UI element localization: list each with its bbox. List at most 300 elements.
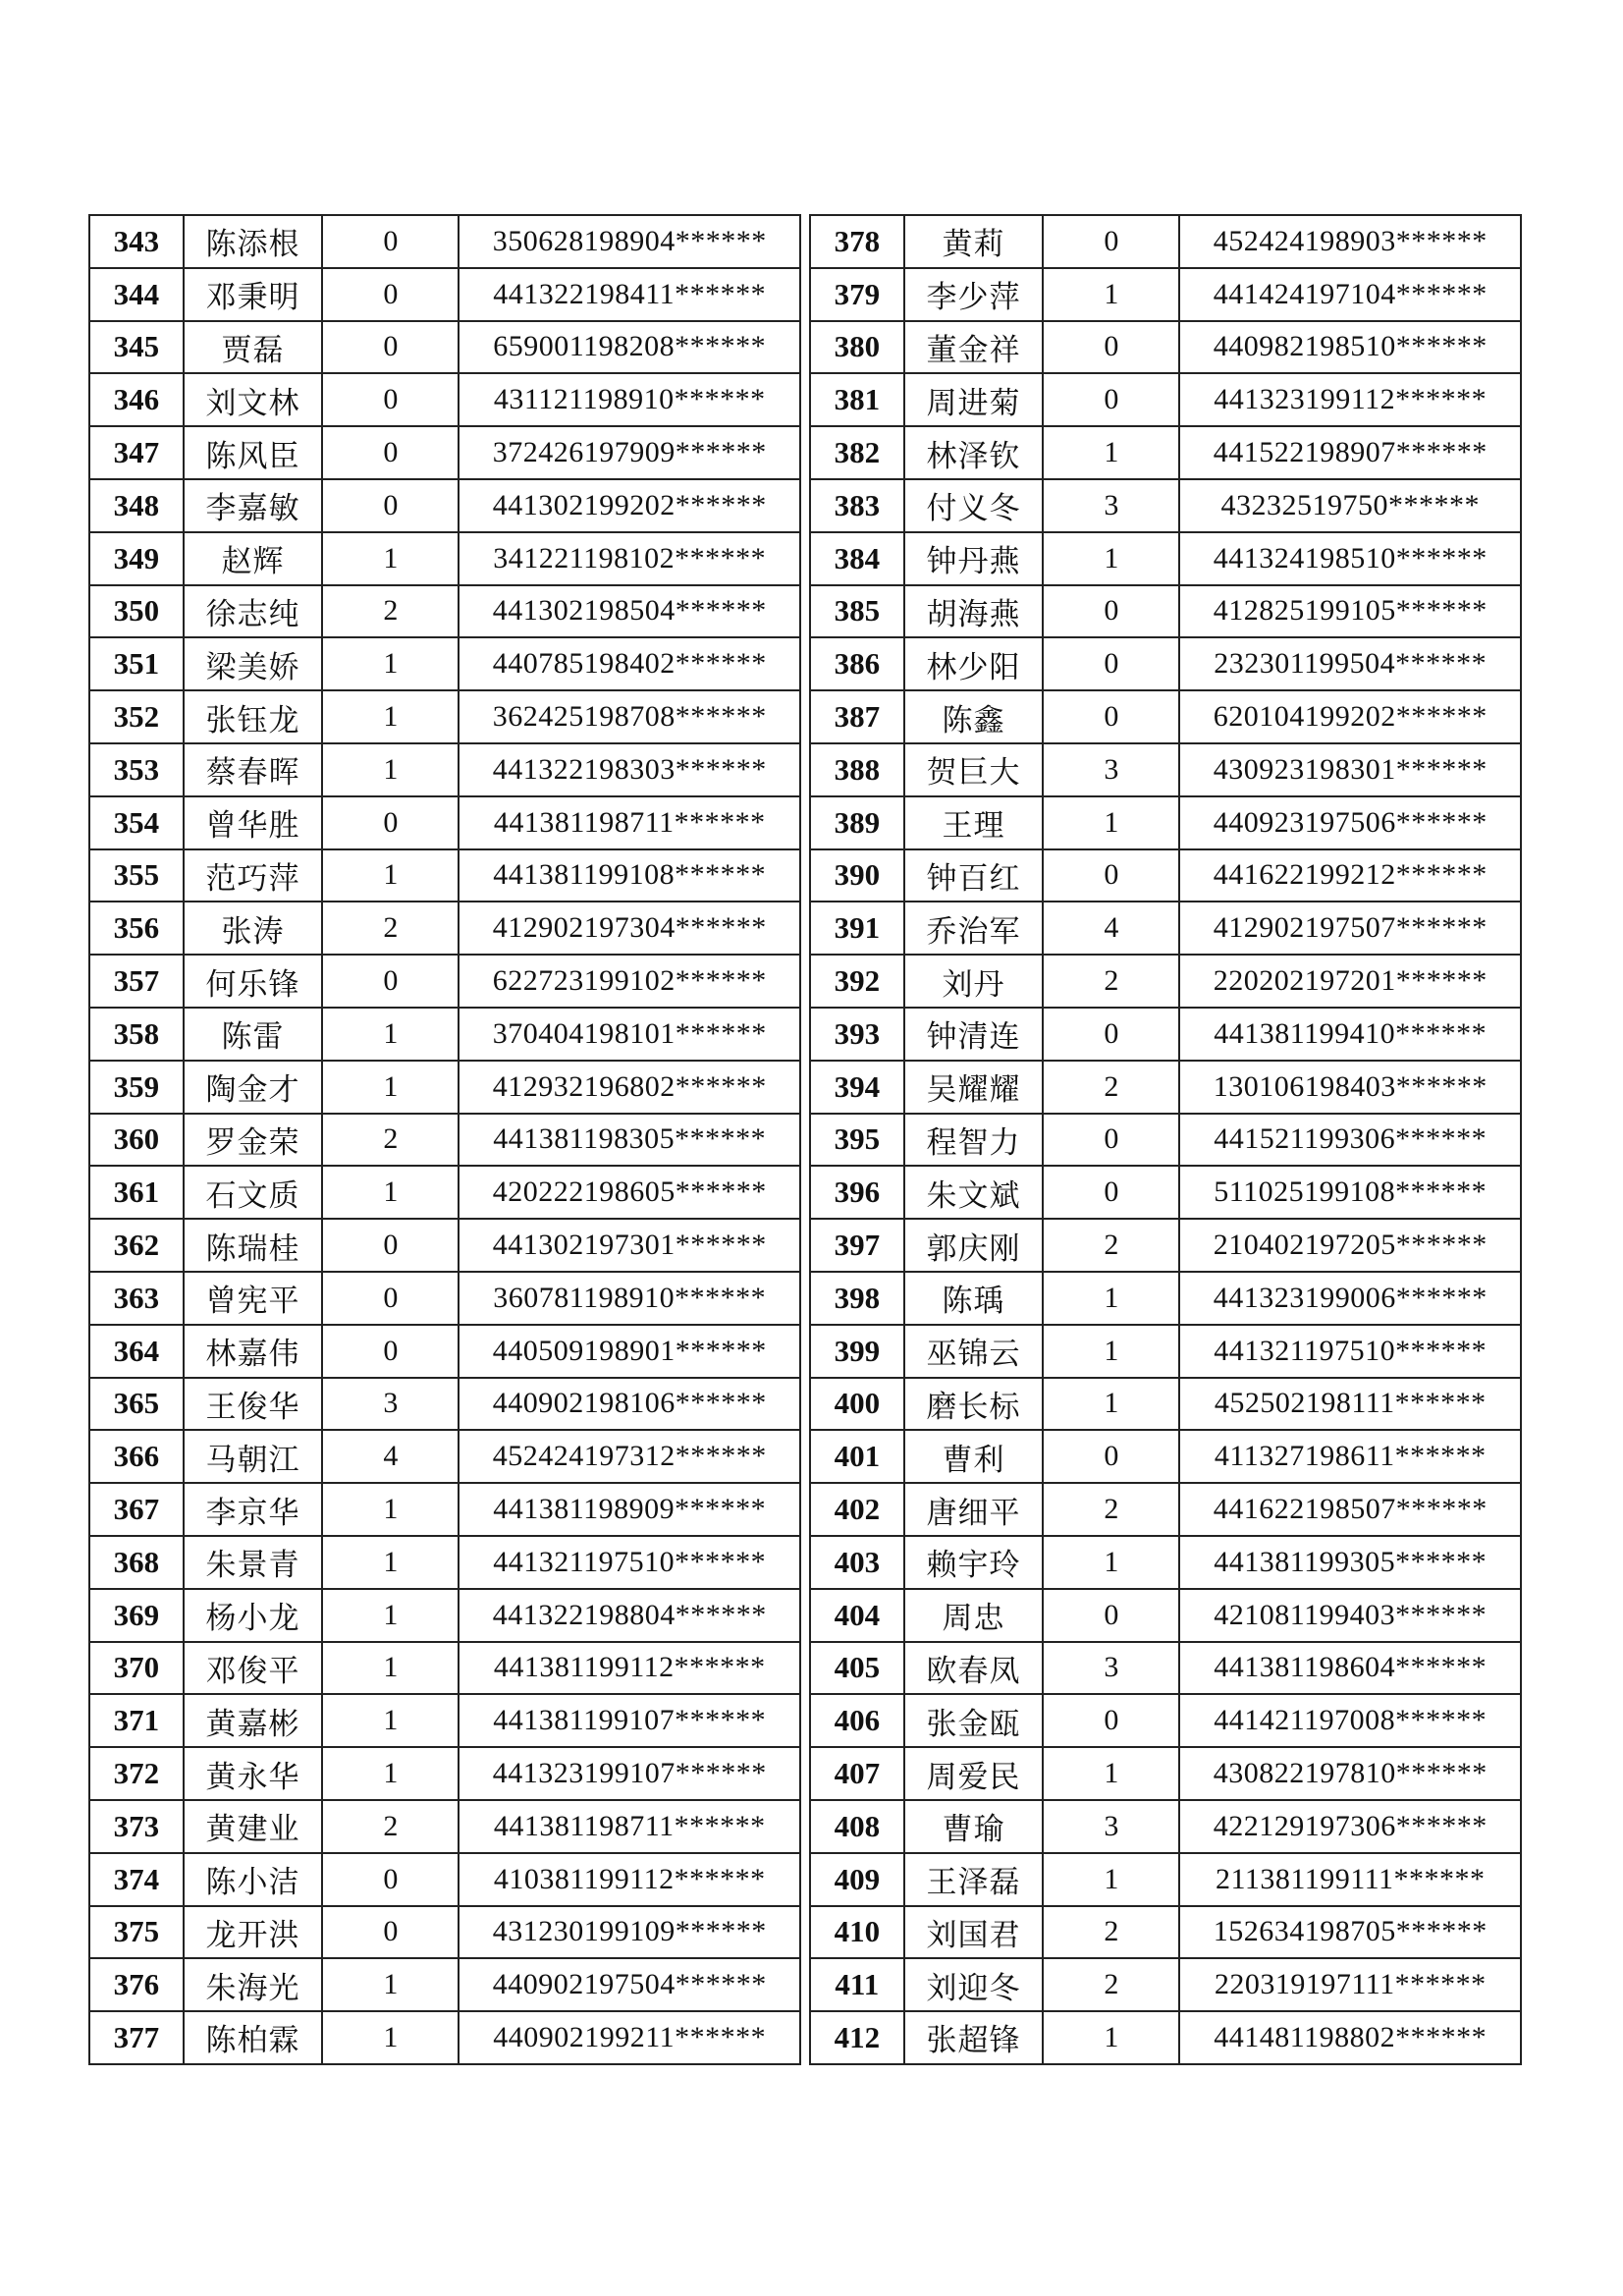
table-row bbox=[89, 955, 800, 1008]
id-number: 441302197301****** bbox=[459, 1219, 800, 1272]
id-number: 441381198711****** bbox=[459, 796, 800, 849]
id-number: 430822197810****** bbox=[1179, 1747, 1521, 1800]
table-row bbox=[89, 690, 800, 743]
row-number: 400 bbox=[810, 1378, 904, 1431]
row-number: 375 bbox=[89, 1906, 184, 1959]
id-number: 412825199105****** bbox=[1179, 585, 1521, 638]
id-number: 452424198903****** bbox=[1179, 215, 1521, 268]
id-number: 220202197201****** bbox=[1179, 955, 1521, 1008]
row-number: 345 bbox=[89, 321, 184, 374]
id-number: 441321197510****** bbox=[1179, 1325, 1521, 1378]
count-value: 0 bbox=[1043, 321, 1179, 374]
count-value: 2 bbox=[322, 902, 459, 955]
id-number: 441323199006****** bbox=[1179, 1272, 1521, 1325]
row-number: 364 bbox=[89, 1325, 184, 1378]
id-number: 441381198909****** bbox=[459, 1483, 800, 1536]
person-name: 黄建业 bbox=[184, 1800, 323, 1853]
table-row bbox=[810, 1906, 1521, 1959]
row-number: 357 bbox=[89, 955, 184, 1008]
id-number: 441622199212****** bbox=[1179, 849, 1521, 902]
table-row bbox=[89, 321, 800, 374]
count-value: 1 bbox=[1043, 796, 1179, 849]
count-value: 0 bbox=[322, 373, 459, 426]
table-row bbox=[89, 1747, 800, 1800]
row-number: 363 bbox=[89, 1272, 184, 1325]
count-value: 2 bbox=[1043, 1906, 1179, 1959]
row-number: 379 bbox=[810, 268, 904, 321]
person-name: 董金祥 bbox=[904, 321, 1044, 374]
person-name: 周爱民 bbox=[904, 1747, 1044, 1800]
id-number: 220319197111****** bbox=[1179, 1958, 1521, 2011]
table-row bbox=[810, 743, 1521, 796]
row-number: 394 bbox=[810, 1061, 904, 1114]
person-name: 朱文斌 bbox=[904, 1166, 1044, 1219]
person-name: 朱海光 bbox=[184, 1958, 323, 2011]
count-value: 0 bbox=[322, 1906, 459, 1959]
id-number: 441381199112****** bbox=[459, 1642, 800, 1695]
count-value: 1 bbox=[322, 1166, 459, 1219]
row-number: 365 bbox=[89, 1378, 184, 1431]
count-value: 0 bbox=[1043, 1589, 1179, 1642]
id-number: 441381199305****** bbox=[1179, 1536, 1521, 1589]
count-value: 1 bbox=[1043, 1536, 1179, 1589]
id-number: 341221198102****** bbox=[459, 532, 800, 585]
row-number: 395 bbox=[810, 1114, 904, 1167]
id-number: 441302198504****** bbox=[459, 585, 800, 638]
table-row bbox=[89, 1800, 800, 1853]
table-row bbox=[89, 1061, 800, 1114]
person-name: 刘国君 bbox=[904, 1906, 1044, 1959]
count-value: 1 bbox=[1043, 1378, 1179, 1431]
person-name: 朱景青 bbox=[184, 1536, 323, 1589]
row-number: 381 bbox=[810, 373, 904, 426]
person-name: 付义冬 bbox=[904, 479, 1044, 532]
person-name: 曹利 bbox=[904, 1430, 1044, 1483]
id-number: 211381199111****** bbox=[1179, 1853, 1521, 1906]
table-row bbox=[810, 268, 1521, 321]
person-name: 邓秉明 bbox=[184, 268, 323, 321]
table-row bbox=[89, 1589, 800, 1642]
row-number: 360 bbox=[89, 1114, 184, 1167]
count-value: 0 bbox=[322, 479, 459, 532]
person-name: 陶金才 bbox=[184, 1061, 323, 1114]
count-value: 1 bbox=[1043, 1325, 1179, 1378]
table-row bbox=[89, 1483, 800, 1536]
person-name: 磨长标 bbox=[904, 1378, 1044, 1431]
row-number: 371 bbox=[89, 1694, 184, 1747]
table-row bbox=[89, 1114, 800, 1167]
row-number: 384 bbox=[810, 532, 904, 585]
count-value: 0 bbox=[1043, 1430, 1179, 1483]
roster-table-right bbox=[809, 214, 1522, 2065]
row-number: 402 bbox=[810, 1483, 904, 1536]
id-number: 130106198403****** bbox=[1179, 1061, 1521, 1114]
row-number: 349 bbox=[89, 532, 184, 585]
person-name: 钟百红 bbox=[904, 849, 1044, 902]
person-name: 石文质 bbox=[184, 1166, 323, 1219]
person-name: 陈雷 bbox=[184, 1008, 323, 1061]
row-number: 390 bbox=[810, 849, 904, 902]
person-name: 刘丹 bbox=[904, 955, 1044, 1008]
count-value: 4 bbox=[1043, 902, 1179, 955]
id-number: 622723199102****** bbox=[459, 955, 800, 1008]
row-number: 372 bbox=[89, 1747, 184, 1800]
id-number: 511025199108****** bbox=[1179, 1166, 1521, 1219]
person-name: 陈小洁 bbox=[184, 1853, 323, 1906]
id-number: 441322198411****** bbox=[459, 268, 800, 321]
count-value: 0 bbox=[322, 796, 459, 849]
row-number: 348 bbox=[89, 479, 184, 532]
row-number: 387 bbox=[810, 690, 904, 743]
person-name: 梁美娇 bbox=[184, 637, 323, 690]
row-number: 368 bbox=[89, 1536, 184, 1589]
id-number: 350628198904****** bbox=[459, 215, 800, 268]
table-row bbox=[89, 1694, 800, 1747]
id-number: 441381199410****** bbox=[1179, 1008, 1521, 1061]
count-value: 3 bbox=[1043, 1642, 1179, 1695]
person-name: 张涛 bbox=[184, 902, 323, 955]
person-name: 曹瑜 bbox=[904, 1800, 1044, 1853]
row-number: 378 bbox=[810, 215, 904, 268]
person-name: 张钰龙 bbox=[184, 690, 323, 743]
id-number: 441302199202****** bbox=[459, 479, 800, 532]
id-number: 441381198604****** bbox=[1179, 1642, 1521, 1695]
table-row bbox=[810, 1483, 1521, 1536]
table-row bbox=[810, 1747, 1521, 1800]
person-name: 马朝江 bbox=[184, 1430, 323, 1483]
table-row bbox=[89, 1219, 800, 1272]
table-row bbox=[89, 1272, 800, 1325]
table-row bbox=[810, 849, 1521, 902]
id-number: 422129197306****** bbox=[1179, 1800, 1521, 1853]
row-number: 412 bbox=[810, 2011, 904, 2064]
count-value: 1 bbox=[322, 637, 459, 690]
person-name: 龙开洪 bbox=[184, 1906, 323, 1959]
count-value: 2 bbox=[1043, 1219, 1179, 1272]
id-number: 441381199107****** bbox=[459, 1694, 800, 1747]
row-number: 393 bbox=[810, 1008, 904, 1061]
row-number: 389 bbox=[810, 796, 904, 849]
id-number: 412932196802****** bbox=[459, 1061, 800, 1114]
person-name: 陈瑀 bbox=[904, 1272, 1044, 1325]
table-row bbox=[810, 955, 1521, 1008]
count-value: 0 bbox=[1043, 215, 1179, 268]
row-number: 353 bbox=[89, 743, 184, 796]
count-value: 2 bbox=[322, 1114, 459, 1167]
person-name: 罗金荣 bbox=[184, 1114, 323, 1167]
table-row bbox=[89, 1853, 800, 1906]
table-row bbox=[810, 373, 1521, 426]
person-name: 黄莉 bbox=[904, 215, 1044, 268]
person-name: 陈添根 bbox=[184, 215, 323, 268]
person-name: 钟清连 bbox=[904, 1008, 1044, 1061]
table-row bbox=[810, 1589, 1521, 1642]
id-number: 441324198510****** bbox=[1179, 532, 1521, 585]
count-value: 2 bbox=[1043, 1061, 1179, 1114]
person-name: 赖宇玲 bbox=[904, 1536, 1044, 1589]
table-row bbox=[810, 1536, 1521, 1589]
table-row bbox=[89, 585, 800, 638]
row-number: 359 bbox=[89, 1061, 184, 1114]
count-value: 2 bbox=[1043, 955, 1179, 1008]
table-row bbox=[810, 1325, 1521, 1378]
count-value: 0 bbox=[322, 1853, 459, 1906]
row-number: 373 bbox=[89, 1800, 184, 1853]
person-name: 赵辉 bbox=[184, 532, 323, 585]
table-row bbox=[89, 1430, 800, 1483]
person-name: 程智力 bbox=[904, 1114, 1044, 1167]
row-number: 383 bbox=[810, 479, 904, 532]
person-name: 李京华 bbox=[184, 1483, 323, 1536]
count-value: 0 bbox=[322, 215, 459, 268]
id-number: 431121198910****** bbox=[459, 373, 800, 426]
table-row bbox=[810, 479, 1521, 532]
row-number: 354 bbox=[89, 796, 184, 849]
row-number: 399 bbox=[810, 1325, 904, 1378]
row-number: 408 bbox=[810, 1800, 904, 1853]
person-name: 陈风臣 bbox=[184, 426, 323, 479]
count-value: 1 bbox=[322, 1694, 459, 1747]
table-row bbox=[89, 1642, 800, 1695]
row-number: 355 bbox=[89, 849, 184, 902]
count-value: 0 bbox=[322, 321, 459, 374]
table-row bbox=[89, 1008, 800, 1061]
id-number: 441421197008****** bbox=[1179, 1694, 1521, 1747]
id-number: 440785198402****** bbox=[459, 637, 800, 690]
person-name: 巫锦云 bbox=[904, 1325, 1044, 1378]
person-name: 蔡春晖 bbox=[184, 743, 323, 796]
count-value: 1 bbox=[1043, 1272, 1179, 1325]
row-number: 385 bbox=[810, 585, 904, 638]
table-row bbox=[810, 1694, 1521, 1747]
person-name: 乔治军 bbox=[904, 902, 1044, 955]
table-row bbox=[810, 426, 1521, 479]
table-row bbox=[89, 743, 800, 796]
count-value: 0 bbox=[322, 426, 459, 479]
table-row bbox=[810, 902, 1521, 955]
count-value: 0 bbox=[322, 1219, 459, 1272]
count-value: 1 bbox=[322, 1642, 459, 1695]
id-number: 441481198802****** bbox=[1179, 2011, 1521, 2064]
count-value: 2 bbox=[1043, 1483, 1179, 1536]
row-number: 347 bbox=[89, 426, 184, 479]
person-name: 贺巨大 bbox=[904, 743, 1044, 796]
table-row bbox=[810, 637, 1521, 690]
table-row bbox=[810, 1272, 1521, 1325]
count-value: 1 bbox=[322, 1958, 459, 2011]
table-row bbox=[810, 321, 1521, 374]
count-value: 4 bbox=[322, 1430, 459, 1483]
table-row bbox=[810, 1958, 1521, 2011]
id-number: 362425198708****** bbox=[459, 690, 800, 743]
id-number: 441521199306****** bbox=[1179, 1114, 1521, 1167]
person-name: 周忠 bbox=[904, 1589, 1044, 1642]
table-row bbox=[89, 532, 800, 585]
row-number: 351 bbox=[89, 637, 184, 690]
table-row bbox=[89, 426, 800, 479]
table-row bbox=[810, 1378, 1521, 1431]
person-name: 陈鑫 bbox=[904, 690, 1044, 743]
id-number: 440902198106****** bbox=[459, 1378, 800, 1431]
id-number: 620104199202****** bbox=[1179, 690, 1521, 743]
row-number: 386 bbox=[810, 637, 904, 690]
id-number: 421081199403****** bbox=[1179, 1589, 1521, 1642]
person-name: 李嘉敏 bbox=[184, 479, 323, 532]
id-number: 152634198705****** bbox=[1179, 1906, 1521, 1959]
row-number: 388 bbox=[810, 743, 904, 796]
id-number: 441522198907****** bbox=[1179, 426, 1521, 479]
row-number: 352 bbox=[89, 690, 184, 743]
row-number: 370 bbox=[89, 1642, 184, 1695]
count-value: 0 bbox=[1043, 373, 1179, 426]
row-number: 366 bbox=[89, 1430, 184, 1483]
row-number: 411 bbox=[810, 1958, 904, 2011]
count-value: 0 bbox=[322, 1325, 459, 1378]
count-value: 3 bbox=[1043, 743, 1179, 796]
count-value: 0 bbox=[1043, 849, 1179, 902]
id-number: 420222198605****** bbox=[459, 1166, 800, 1219]
row-number: 362 bbox=[89, 1219, 184, 1272]
row-number: 369 bbox=[89, 1589, 184, 1642]
person-name: 贾磊 bbox=[184, 321, 323, 374]
person-name: 郭庆刚 bbox=[904, 1219, 1044, 1272]
person-name: 刘迎冬 bbox=[904, 1958, 1044, 2011]
person-name: 王俊华 bbox=[184, 1378, 323, 1431]
count-value: 0 bbox=[1043, 1166, 1179, 1219]
row-number: 403 bbox=[810, 1536, 904, 1589]
count-value: 1 bbox=[322, 1483, 459, 1536]
count-value: 0 bbox=[322, 268, 459, 321]
table-row bbox=[810, 1642, 1521, 1695]
row-number: 396 bbox=[810, 1166, 904, 1219]
table-row bbox=[810, 1166, 1521, 1219]
row-number: 377 bbox=[89, 2011, 184, 2064]
row-number: 376 bbox=[89, 1958, 184, 2011]
person-name: 黄永华 bbox=[184, 1747, 323, 1800]
id-number: 440509198901****** bbox=[459, 1325, 800, 1378]
table-row bbox=[89, 215, 800, 268]
id-number: 440902199211****** bbox=[459, 2011, 800, 2064]
id-number: 232301199504****** bbox=[1179, 637, 1521, 690]
person-name: 张超锋 bbox=[904, 2011, 1044, 2064]
id-number: 441321197510****** bbox=[459, 1536, 800, 1589]
count-value: 1 bbox=[1043, 268, 1179, 321]
row-number: 344 bbox=[89, 268, 184, 321]
id-number: 441322198804****** bbox=[459, 1589, 800, 1642]
count-value: 0 bbox=[1043, 1694, 1179, 1747]
table-row bbox=[810, 1219, 1521, 1272]
id-number: 440923197506****** bbox=[1179, 796, 1521, 849]
person-name: 钟丹燕 bbox=[904, 532, 1044, 585]
table-row bbox=[89, 479, 800, 532]
person-name: 陈瑞桂 bbox=[184, 1219, 323, 1272]
person-name: 张金瓯 bbox=[904, 1694, 1044, 1747]
row-number: 380 bbox=[810, 321, 904, 374]
roster-sheet bbox=[88, 214, 1522, 2065]
table-row bbox=[89, 637, 800, 690]
id-number: 659001198208****** bbox=[459, 321, 800, 374]
id-number: 431230199109****** bbox=[459, 1906, 800, 1959]
person-name: 李少萍 bbox=[904, 268, 1044, 321]
count-value: 3 bbox=[1043, 1800, 1179, 1853]
id-number: 210402197205****** bbox=[1179, 1219, 1521, 1272]
id-number: 372426197909****** bbox=[459, 426, 800, 479]
row-number: 343 bbox=[89, 215, 184, 268]
id-number: 452424197312****** bbox=[459, 1430, 800, 1483]
table-row bbox=[89, 796, 800, 849]
person-name: 曾华胜 bbox=[184, 796, 323, 849]
id-number: 441622198507****** bbox=[1179, 1483, 1521, 1536]
count-value: 1 bbox=[322, 1536, 459, 1589]
table-row bbox=[89, 1906, 800, 1959]
count-value: 3 bbox=[322, 1378, 459, 1431]
id-number: 441381199108****** bbox=[459, 849, 800, 902]
id-number: 441381198711****** bbox=[459, 1800, 800, 1853]
person-name: 王泽磊 bbox=[904, 1853, 1044, 1906]
row-number: 358 bbox=[89, 1008, 184, 1061]
row-number: 397 bbox=[810, 1219, 904, 1272]
row-number: 391 bbox=[810, 902, 904, 955]
count-value: 0 bbox=[1043, 585, 1179, 638]
id-number: 441424197104****** bbox=[1179, 268, 1521, 321]
person-name: 曾宪平 bbox=[184, 1272, 323, 1325]
table-row bbox=[810, 796, 1521, 849]
person-name: 黄嘉彬 bbox=[184, 1694, 323, 1747]
table-row bbox=[810, 215, 1521, 268]
person-name: 何乐锋 bbox=[184, 955, 323, 1008]
table-row bbox=[810, 690, 1521, 743]
count-value: 0 bbox=[1043, 637, 1179, 690]
id-number: 430923198301****** bbox=[1179, 743, 1521, 796]
count-value: 1 bbox=[1043, 1747, 1179, 1800]
id-number: 441323199112****** bbox=[1179, 373, 1521, 426]
person-name: 林嘉伟 bbox=[184, 1325, 323, 1378]
id-number: 411327198611****** bbox=[1179, 1430, 1521, 1483]
table-row bbox=[810, 585, 1521, 638]
count-value: 1 bbox=[322, 1008, 459, 1061]
table-row bbox=[89, 268, 800, 321]
person-name: 陈柏霖 bbox=[184, 2011, 323, 2064]
table-row bbox=[89, 1958, 800, 2011]
id-number: 412902197304****** bbox=[459, 902, 800, 955]
table-row bbox=[89, 1325, 800, 1378]
table-row bbox=[89, 902, 800, 955]
count-value: 1 bbox=[322, 532, 459, 585]
count-value: 1 bbox=[322, 1747, 459, 1800]
count-value: 3 bbox=[1043, 479, 1179, 532]
row-number: 406 bbox=[810, 1694, 904, 1747]
id-number: 441323199107****** bbox=[459, 1747, 800, 1800]
id-number: 441381198305****** bbox=[459, 1114, 800, 1167]
row-number: 350 bbox=[89, 585, 184, 638]
id-number: 412902197507****** bbox=[1179, 902, 1521, 955]
person-name: 唐细平 bbox=[904, 1483, 1044, 1536]
person-name: 刘文林 bbox=[184, 373, 323, 426]
row-number: 356 bbox=[89, 902, 184, 955]
table-row bbox=[810, 1061, 1521, 1114]
row-number: 409 bbox=[810, 1853, 904, 1906]
table-row bbox=[810, 2011, 1521, 2064]
person-name: 徐志纯 bbox=[184, 585, 323, 638]
count-value: 1 bbox=[322, 1061, 459, 1114]
id-number: 370404198101****** bbox=[459, 1008, 800, 1061]
id-number: 43232519750****** bbox=[1179, 479, 1521, 532]
id-number: 410381199112****** bbox=[459, 1853, 800, 1906]
row-number: 410 bbox=[810, 1906, 904, 1959]
person-name: 吴耀耀 bbox=[904, 1061, 1044, 1114]
person-name: 邓俊平 bbox=[184, 1642, 323, 1695]
count-value: 1 bbox=[322, 1589, 459, 1642]
